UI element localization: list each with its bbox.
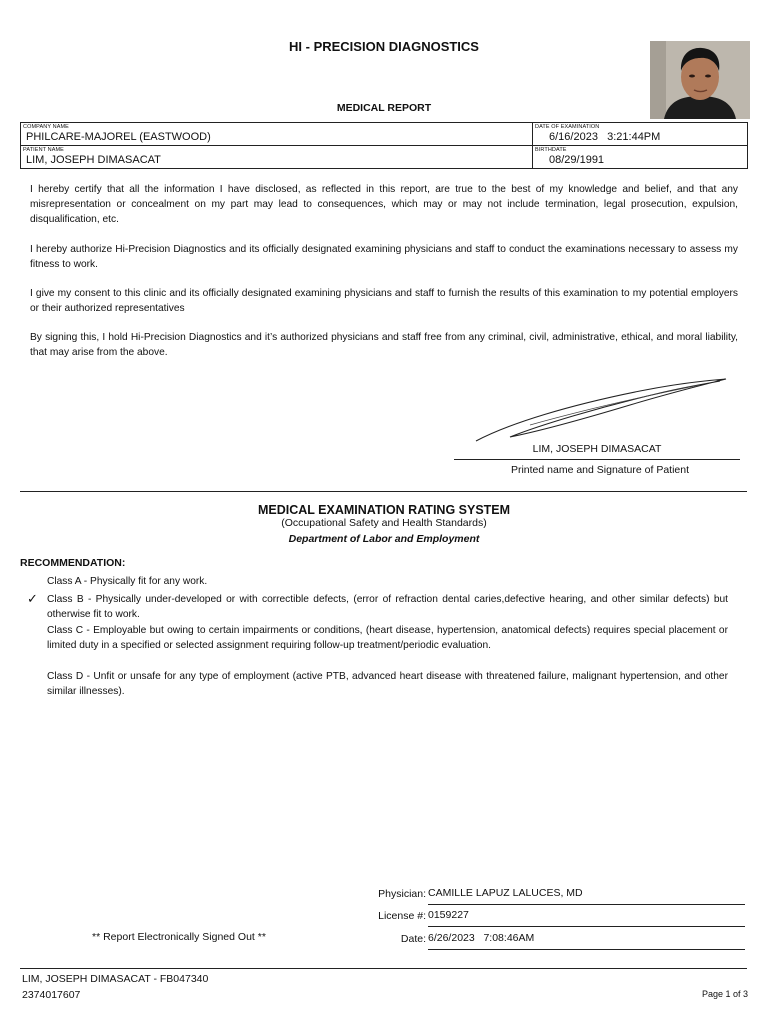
date-label: Date:	[400, 933, 426, 945]
physician-line	[428, 904, 745, 905]
physician-label: Physician:	[378, 888, 426, 900]
class-c: Class C - Employable but owing to certain impairments or conditions, (heart disease, hypertension, anatomical defects) requires special placement or limited duty in a specified or selected assignment requiring follow-up treatment/periodic evaluation.	[47, 625, 728, 651]
rating-title: MEDICAL EXAMINATION RATING SYSTEM	[257, 503, 511, 517]
patient-cell	[21, 146, 533, 168]
patient-signature	[470, 375, 732, 447]
license-label: License #:	[378, 910, 426, 922]
consent-paragraph: I give my consent to this clinic and its officially designated examining physicians and staff to furnish the results of this examination to my potential employers or their authorized representatives	[30, 288, 738, 314]
signature-printed-name: LIM, JOSEPH DIMASACAT	[532, 443, 662, 455]
date-line	[428, 949, 745, 950]
license-line	[428, 926, 745, 927]
section-divider	[20, 491, 747, 492]
recommendation-label: RECOMMENDATION:	[20, 557, 126, 569]
consent-paragraph: I hereby authorize Hi-Precision Diagnostics and its officially designated examining physicians and staff to conduct the examinations necessary to assess my fitness to work.	[30, 244, 738, 270]
consent-paragraph: By signing this, I hold Hi-Precision Diagnostics and it’s authorized physicians and staff free from any criminal, civil, administrative, ethical, and moral liability, that may arise from the above.	[30, 332, 738, 358]
exam-date-label: DATE OF EXAMINATION	[535, 124, 600, 130]
birthdate-cell	[533, 146, 747, 168]
rating-department: Department of Labor and Employment	[288, 533, 480, 545]
document-title: HI - PRECISION DIAGNOSTICS	[289, 39, 479, 54]
class-d: Class D - Unfit or unsafe for any type of employment (active PTB, advanced heart disease with threatened failure, malignant hypertension, and other similar illnesses).	[47, 671, 728, 697]
license-number: 0159227	[428, 909, 469, 921]
physician-name: CAMILLE LAPUZ LALUCES, MD	[428, 887, 583, 899]
signature-line	[454, 459, 740, 460]
footer-divider	[20, 968, 747, 969]
exam-date-cell	[533, 123, 747, 146]
patient-info-box	[20, 122, 748, 169]
electronic-signoff-note: ** Report Electronically Signed Out **	[92, 931, 266, 943]
signoff-date: 6/26/2023 7:08:46AM	[428, 932, 535, 944]
company-label: COMPANY NAME	[23, 124, 69, 130]
class-a: Class A - Physically fit for any work.	[47, 576, 208, 587]
page-number: Page 1 of 3	[701, 989, 748, 999]
birthdate: 08/29/1991	[549, 154, 605, 166]
checkmark-icon: ✓	[27, 591, 38, 606]
patient-label: PATIENT NAME	[23, 147, 64, 153]
patient-name: LIM, JOSEPH DIMASACAT	[26, 154, 161, 166]
class-b: Class B - Physically under-developed or with correctible defects, (error of refraction dental caries,defective hearing, and other similar defects) but otherwise fit to work.	[47, 594, 728, 620]
footer-number: 2374017607	[22, 989, 81, 1001]
exam-date: 6/16/2023 3:21:44PM	[549, 131, 661, 143]
signature-caption: Printed name and Signature of Patient	[510, 464, 690, 476]
company-cell	[21, 123, 533, 146]
rating-subtitle: (Occupational Safety and Health Standards)	[281, 517, 487, 529]
footer-patient-ref: LIM, JOSEPH DIMASACAT - FB047340	[22, 973, 209, 985]
birthdate-label: BIRTHDATE	[535, 147, 567, 153]
consent-paragraph: I hereby certify that all the information I have disclosed, as reflected in this report, are true to the best of my knowledge and belief, and that any misrepresentation or concealment on my part may lead to consequences, which may or may not include termination, legal prosecution, expulsion, disqualification, etc.	[30, 184, 738, 225]
company-name: PHILCARE-MAJOREL (EASTWOOD)	[26, 131, 211, 143]
report-subtitle: MEDICAL REPORT	[336, 102, 432, 114]
